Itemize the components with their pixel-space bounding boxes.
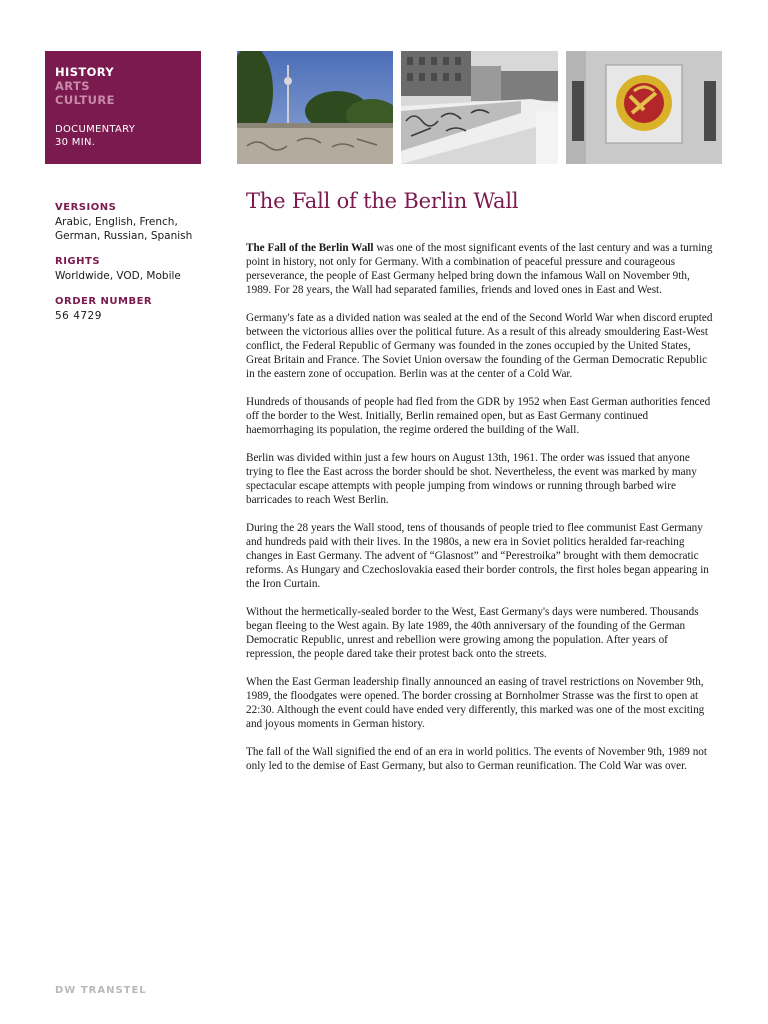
paragraph: Berlin was divided within just a few hours on August 13th, 1961. The order was issued that anyone trying to flee the East across the border should be shot. Nevertheless, the event was marked by many spectacular escape attempts with people jumping from windows or running through barbed wire barricades to reach West Berlin. bbox=[246, 452, 697, 506]
footer-brand: DW TRANSTEL bbox=[55, 985, 147, 996]
genre-history: HISTORY bbox=[55, 65, 115, 79]
versions-value bbox=[55, 215, 205, 243]
tv-tower-and-wall-photo bbox=[237, 51, 393, 164]
format-duration: 30 MIN. bbox=[55, 137, 96, 148]
paragraph: Without the hermetically-sealed border to the West, East Germany's days were numbered. Thousands began fleeing to the West again. By late 1989, the 40th anniversary of the founding of the German Democratic Republic, unrest and rebellion were growing among the population. After years of repression, the people dared take their protest back onto the streets. bbox=[246, 606, 699, 660]
paragraph-text: was one of the most significant events of the last century and was a turning point in history, not only for Germany. With a combination of peaceful pressure and courageous perseverance, the people of East Germany helped bring down the infamous Wall on November 9th, 1989. For 28 years, the Wall had separated families, friends and loved ones in East and West. bbox=[246, 242, 713, 296]
format-info bbox=[55, 123, 191, 149]
paragraph: The fall of the Wall signified the end of an era in world politics. The events of November 9th, 1989 not only led to the demise of East Germany, but also to German reunification. The Cold War was over. bbox=[246, 746, 707, 772]
rights-label: RIGHTS bbox=[55, 256, 101, 267]
sidebar-meta bbox=[55, 202, 205, 336]
versions-line: German, Russian, Spanish bbox=[55, 230, 193, 242]
genre-culture: CULTURE bbox=[55, 93, 115, 107]
paragraph: Germany's fate as a divided nation was sealed at the end of the Second World War when discord erupted between the victorious allies over the political future. As a result of this already smouldering East-West conflict, the Federal Republic of Germany was founded in the zones occupied by the United States, Great Britain and France. The Soviet Union oversaw the founding of the German Democratic Republic in the eastern zone of occupation. Berlin was at the center of a Cold War. bbox=[246, 312, 713, 380]
versions-line: Arabic, English, French, bbox=[55, 216, 178, 228]
rights-value: Worldwide, VOD, Mobile bbox=[55, 270, 181, 282]
paragraph: When the East German leadership finally announced an easing of travel restrictions on November 9th, 1989, the floodgates were opened. The border crossing at Bornholmer Strasse was the first to open at 22:30. Although the event could have ended very differently, this marked was one of the most exciting and joyous moments in German history. bbox=[246, 676, 705, 730]
paragraph: Hundreds of thousands of people had fled from the GDR by 1952 when East German authorities fenced off the border to the West. Initially, Berlin remained open, but as East Germany continued haemorrhaging its population, the regime ordered the building of the Wall. bbox=[246, 396, 711, 436]
lead-bold-title: The Fall of the Berlin Wall bbox=[246, 242, 374, 254]
gdr-emblem-photo bbox=[566, 51, 722, 164]
category-box bbox=[45, 51, 201, 164]
genre-arts: ARTS bbox=[55, 79, 90, 93]
paragraph bbox=[246, 241, 716, 297]
paragraph: During the 28 years the Wall stood, tens of thousands of people tried to flee communist East Germany and hundreds paid with their lives. In the 1980s, a new era in Soviet politics heralded far-reaching changes in East Germany. The advent of “Glasnost” and “Perestroika” brought with them democratic reforms. As Hungary and Czechoslovakia eased their border controls, the first holes began appearing in the Iron Curtain. bbox=[246, 522, 709, 590]
page-title: The Fall of the Berlin Wall bbox=[246, 189, 519, 213]
article-body bbox=[246, 241, 716, 787]
order-number-label: ORDER NUMBER bbox=[55, 296, 153, 307]
format-type: DOCUMENTARY bbox=[55, 124, 136, 135]
wall-graffiti-photo bbox=[401, 51, 558, 164]
versions-label: VERSIONS bbox=[55, 202, 117, 213]
order-number-value: 56 4729 bbox=[55, 310, 102, 322]
